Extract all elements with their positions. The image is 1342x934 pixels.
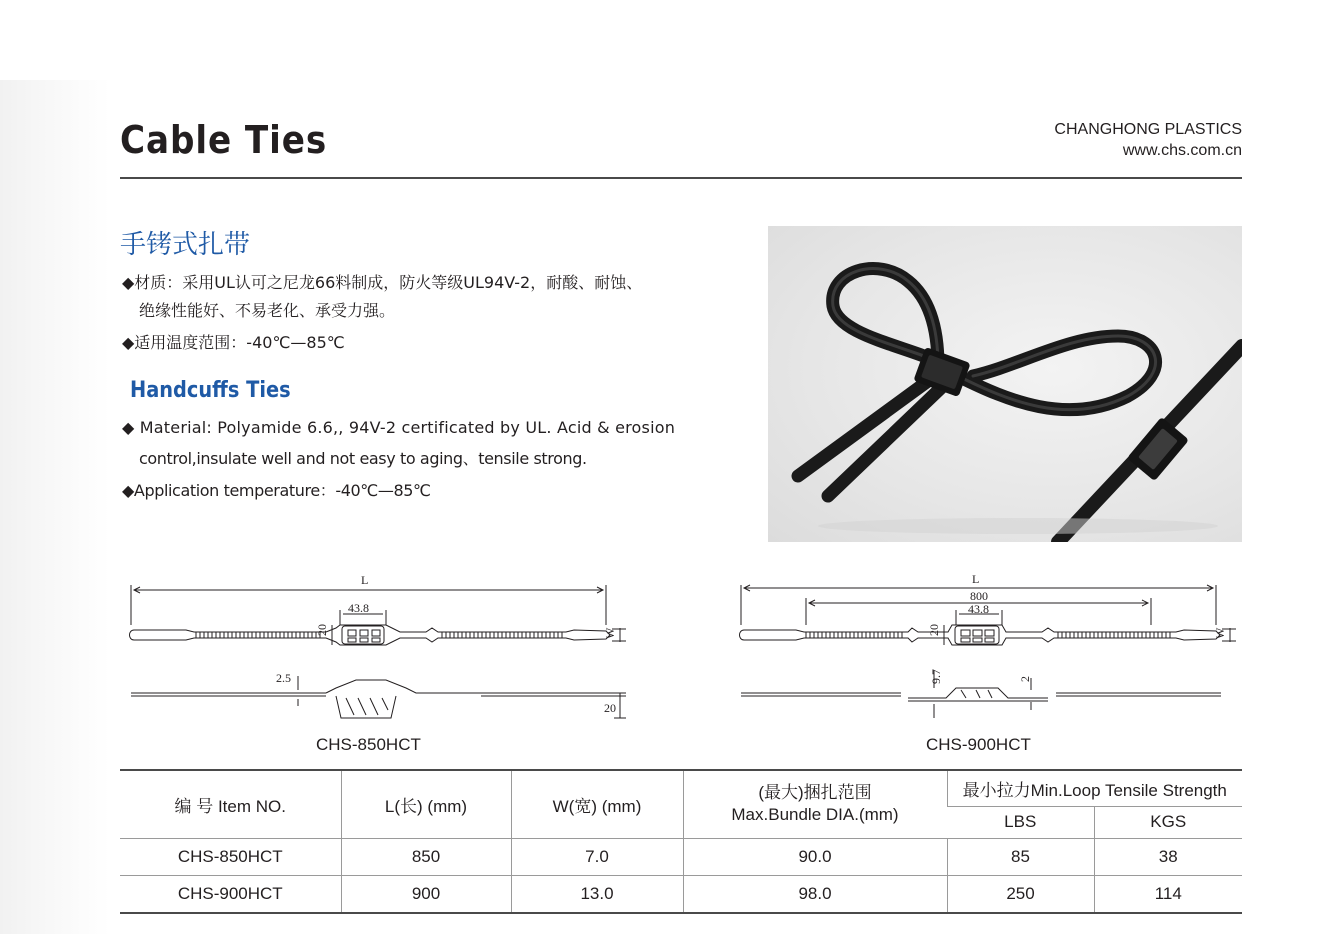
header-length: L(长) (mm) [341, 770, 511, 838]
cn-material-line2: 绝缘性能好、不易老化、承受力强。 [139, 301, 396, 320]
page-title: Cable Ties [120, 118, 328, 162]
cell-length: 900 [341, 875, 511, 913]
header-lbs: LBS [947, 806, 1094, 838]
cable-tie-image [768, 226, 1242, 542]
dim-label-20b: 20 [604, 701, 616, 715]
header-item-no: 编 号 Item NO. [120, 770, 341, 838]
cell-bundle: 90.0 [683, 838, 947, 875]
spec-table [120, 769, 1242, 914]
cell-bundle: 98.0 [683, 875, 947, 913]
cn-temperature: ◆适用温度范围：-40℃—85℃ [122, 333, 345, 352]
cell-width: 7.0 [511, 838, 683, 875]
brand-website: www.chs.com.cn [1122, 142, 1242, 159]
cell-lbs: 85 [947, 838, 1094, 875]
table-row [120, 875, 1242, 913]
dim-label-W: W [1213, 627, 1227, 639]
dim-label-438: 43.8 [348, 601, 369, 615]
cn-material-line1: ◆材质：采用UL认可之尼龙66料制成，防火等级UL94V-2，耐酸、耐蚀、 [122, 273, 643, 292]
dim-label-L: L [361, 573, 369, 587]
cell-lbs: 250 [947, 875, 1094, 913]
product-photo [768, 226, 1242, 542]
header-width: W(宽) (mm) [511, 770, 683, 838]
cell-kgs: 114 [1094, 875, 1242, 913]
header-tensile: 最小拉力Min.Loop Tensile Strength [947, 770, 1242, 806]
en-section-title: Handcuffs Ties [130, 378, 291, 403]
header-bundle-en: Max.Bundle DIA.(mm) [731, 805, 899, 825]
cell-item: CHS-850HCT [120, 838, 341, 875]
dim-label-2: 2 [1018, 676, 1032, 682]
cn-section-title: 手铐式扎带 [120, 230, 251, 260]
table-row [120, 838, 1242, 875]
dim-label-438: 43.8 [968, 602, 989, 616]
left-page-shade [0, 80, 110, 934]
en-material-line2: control,insulate well and not easy to aging、tensile strong. [139, 449, 587, 468]
header-bundle-cn: (最大)捆扎范围 [758, 783, 872, 803]
dim-label-L: L [972, 572, 980, 586]
brand-block [1054, 119, 1242, 161]
en-temperature: ◆Application temperature：-40℃—85℃ [122, 481, 431, 500]
header-kgs: KGS [1094, 806, 1242, 838]
cell-length: 850 [341, 838, 511, 875]
dim-label-20: 20 [927, 624, 941, 636]
cell-width: 13.0 [511, 875, 683, 913]
cell-kgs: 38 [1094, 838, 1242, 875]
drawing-chs-900hct [736, 570, 1246, 730]
header-bundle [683, 770, 947, 838]
dim-label-25: 2.5 [276, 671, 291, 685]
dim-label-W: W [603, 627, 617, 639]
cell-item: CHS-900HCT [120, 875, 341, 913]
drawing-chs-850hct [126, 570, 636, 730]
brand-name: CHANGHONG PLASTICS [1054, 121, 1242, 138]
header-rule [120, 177, 1242, 179]
dim-label-800: 800 [970, 589, 988, 603]
caption-chs-900hct: CHS-900HCT [926, 735, 1031, 754]
dim-label-20a: 20 [315, 624, 329, 636]
en-material-line1: ◆ Material: Polyamide 6.6,, 94V-2 certificated by UL. Acid & erosion [122, 418, 676, 437]
caption-chs-850hct: CHS-850HCT [316, 735, 421, 754]
dim-label-97: 9.7 [929, 669, 943, 684]
